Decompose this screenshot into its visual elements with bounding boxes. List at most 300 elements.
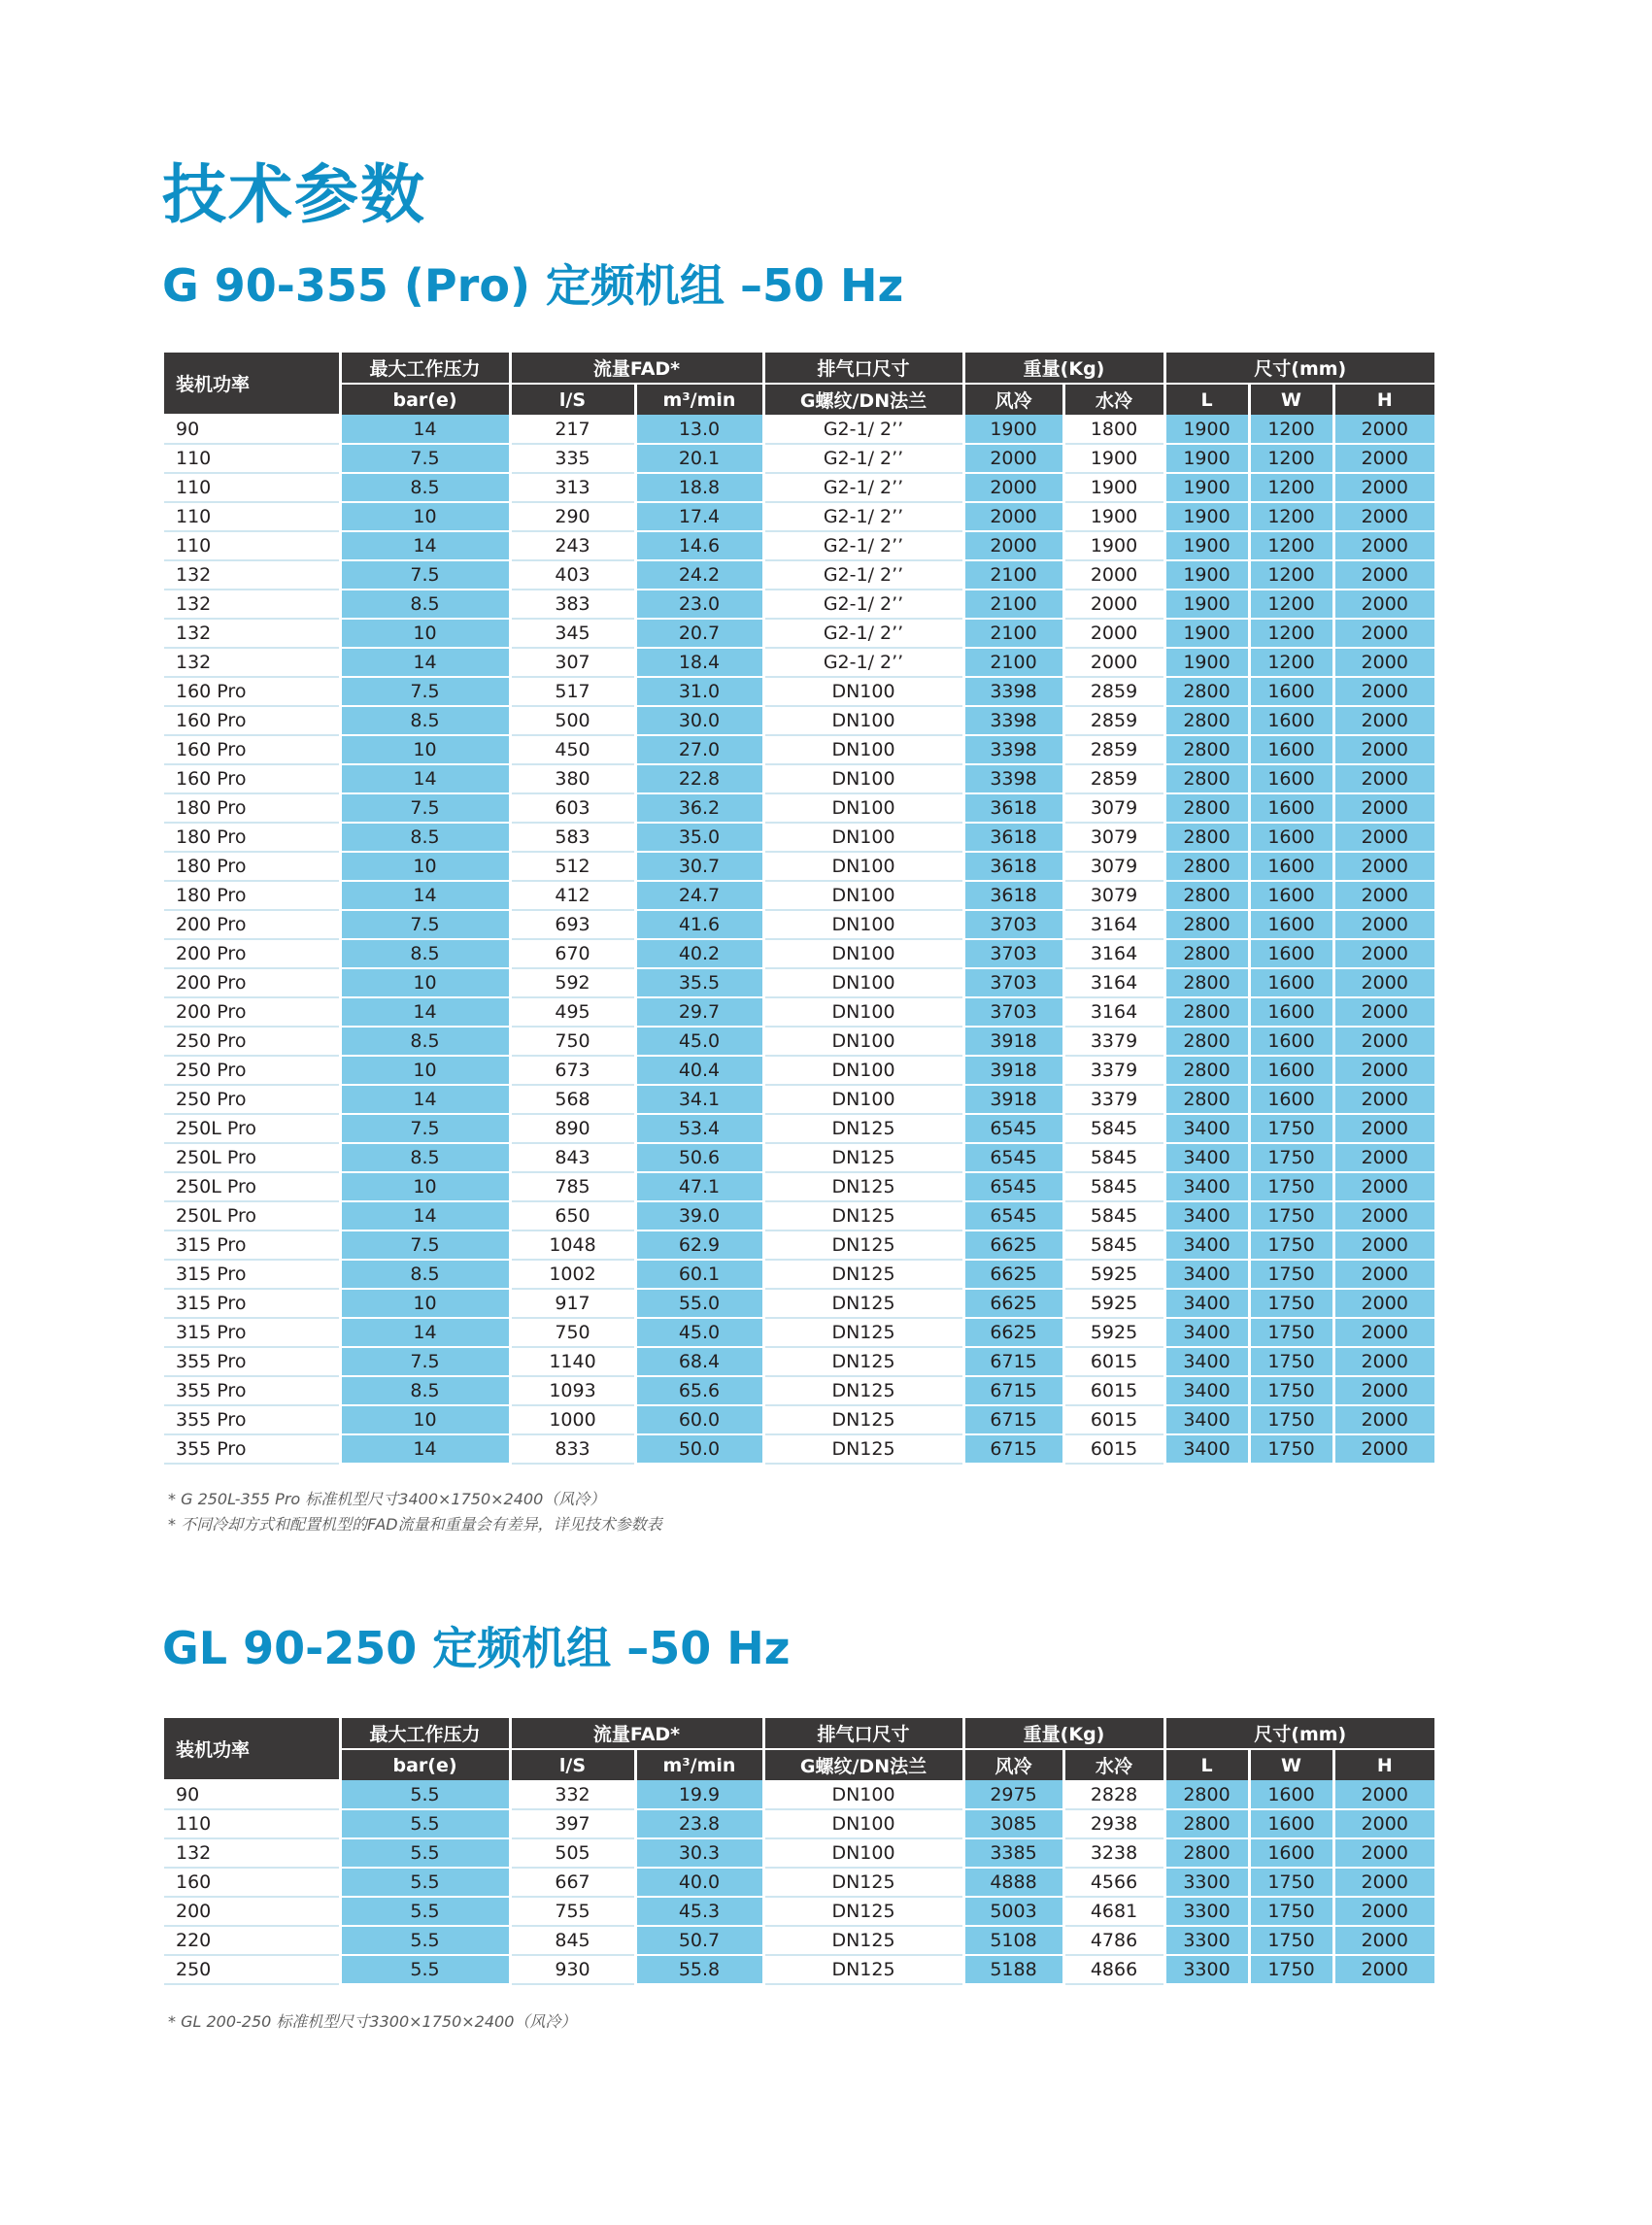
cell-flow-m3: 34.1: [635, 1085, 763, 1114]
cell-flow-m3: 62.9: [635, 1230, 763, 1260]
cell-dim-w: 1200: [1249, 560, 1333, 590]
cell-dim-w: 1200: [1249, 648, 1333, 677]
cell-dim-l: 2800: [1164, 706, 1249, 735]
cell-dim-l: 2800: [1164, 735, 1249, 764]
cell-dim-h: 2000: [1333, 1085, 1434, 1114]
table-row: [164, 415, 1434, 444]
cell-outlet: G2-1/ 2’’: [763, 619, 963, 648]
cell-pressure: 5.5: [340, 1955, 510, 1984]
cell-dim-w: 1750: [1249, 1868, 1333, 1897]
cell-dim-h: 2000: [1333, 823, 1434, 852]
cell-power: 180 Pro: [164, 852, 340, 881]
cell-dim-l: 2800: [1164, 997, 1249, 1027]
footnote: * 不同冷却方式和配置机型的FAD流量和重量会有差异，详见技术参数表: [168, 1515, 662, 1534]
cell-dim-w: 1750: [1249, 1260, 1333, 1289]
cell-dim-w: 1600: [1249, 939, 1333, 968]
table-row: [164, 1085, 1434, 1114]
cell-outlet: DN100: [763, 910, 963, 939]
cell-flow-ls: 1140: [510, 1347, 635, 1376]
cell-dim-w: 1750: [1249, 1376, 1333, 1405]
cell-weight-water: 3238: [1063, 1838, 1164, 1868]
cell-flow-ls: 403: [510, 560, 635, 590]
cell-dim-h: 2000: [1333, 1143, 1434, 1172]
header-outlet: 排气口尺寸: [763, 353, 963, 384]
cell-flow-m3: 20.1: [635, 444, 763, 473]
cell-dim-h: 2000: [1333, 1955, 1434, 1984]
cell-power: 160 Pro: [164, 677, 340, 706]
table-row: [164, 1347, 1434, 1376]
cell-dim-h: 2000: [1333, 706, 1434, 735]
cell-weight-air: 3918: [963, 1056, 1063, 1085]
cell-outlet: DN125: [763, 1376, 963, 1405]
table-row: [164, 1143, 1434, 1172]
cell-dim-w: 1600: [1249, 852, 1333, 881]
cell-power: 110: [164, 444, 340, 473]
cell-dim-l: 1900: [1164, 502, 1249, 531]
cell-pressure: 8.5: [340, 590, 510, 619]
cell-pressure: 7.5: [340, 677, 510, 706]
cell-outlet: DN125: [763, 1897, 963, 1926]
cell-dim-l: 3400: [1164, 1318, 1249, 1347]
cell-weight-air: 4888: [963, 1868, 1063, 1897]
cell-dim-l: 3400: [1164, 1347, 1249, 1376]
cell-power: 355 Pro: [164, 1405, 340, 1434]
cell-dim-h: 2000: [1333, 1434, 1434, 1464]
cell-pressure: 8.5: [340, 1260, 510, 1289]
cell-flow-ls: 335: [510, 444, 635, 473]
cell-dim-h: 2000: [1333, 1868, 1434, 1897]
cell-power: 355 Pro: [164, 1347, 340, 1376]
cell-flow-ls: 243: [510, 531, 635, 560]
cell-pressure: 14: [340, 1318, 510, 1347]
cell-dim-h: 2000: [1333, 1897, 1434, 1926]
cell-outlet: DN125: [763, 1260, 963, 1289]
cell-pressure: 7.5: [340, 793, 510, 823]
cell-weight-air: 6625: [963, 1289, 1063, 1318]
cell-outlet: DN125: [763, 1114, 963, 1143]
cell-dim-w: 1750: [1249, 1143, 1333, 1172]
cell-flow-ls: 845: [510, 1926, 635, 1955]
cell-power: 200 Pro: [164, 910, 340, 939]
cell-power: 160 Pro: [164, 764, 340, 793]
cell-pressure: 7.5: [340, 1230, 510, 1260]
cell-dim-w: 1600: [1249, 1838, 1333, 1868]
cell-weight-water: 1900: [1063, 502, 1164, 531]
cell-flow-ls: 670: [510, 939, 635, 968]
table-row: [164, 473, 1434, 502]
cell-power: 315 Pro: [164, 1318, 340, 1347]
cell-flow-m3: 14.6: [635, 531, 763, 560]
cell-pressure: 5.5: [340, 1838, 510, 1868]
cell-outlet: G2-1/ 2’’: [763, 590, 963, 619]
cell-dim-l: 3400: [1164, 1201, 1249, 1230]
cell-dim-l: 3300: [1164, 1868, 1249, 1897]
cell-outlet: DN100: [763, 1027, 963, 1056]
cell-weight-water: 1900: [1063, 444, 1164, 473]
cell-outlet: G2-1/ 2’’: [763, 560, 963, 590]
cell-flow-m3: 19.9: [635, 1780, 763, 1809]
cell-flow-ls: 495: [510, 997, 635, 1027]
cell-dim-l: 1900: [1164, 590, 1249, 619]
header-flow-ls: l/S: [510, 1749, 635, 1780]
cell-dim-w: 1600: [1249, 1809, 1333, 1838]
cell-weight-air: 6715: [963, 1405, 1063, 1434]
cell-flow-m3: 40.2: [635, 939, 763, 968]
cell-pressure: 10: [340, 502, 510, 531]
cell-dim-l: 1900: [1164, 619, 1249, 648]
cell-dim-l: 3400: [1164, 1230, 1249, 1260]
cell-weight-water: 6015: [1063, 1347, 1164, 1376]
cell-dim-l: 3400: [1164, 1260, 1249, 1289]
cell-dim-l: 3400: [1164, 1405, 1249, 1434]
table-row: [164, 1434, 1434, 1464]
cell-dim-l: 3400: [1164, 1172, 1249, 1201]
cell-flow-m3: 23.8: [635, 1809, 763, 1838]
cell-weight-water: 5845: [1063, 1230, 1164, 1260]
header-dim-w: W: [1249, 1749, 1333, 1780]
cell-flow-m3: 35.0: [635, 823, 763, 852]
cell-flow-m3: 36.2: [635, 793, 763, 823]
cell-flow-m3: 53.4: [635, 1114, 763, 1143]
cell-flow-m3: 30.7: [635, 852, 763, 881]
cell-pressure: 5.5: [340, 1868, 510, 1897]
footnote: * GL 200-250 标准机型尺寸3300×1750×2400（风冷）: [168, 2012, 577, 2031]
cell-weight-water: 4566: [1063, 1868, 1164, 1897]
cell-dim-w: 1600: [1249, 997, 1333, 1027]
cell-outlet: DN100: [763, 677, 963, 706]
header-pressure: 最大工作压力: [340, 353, 510, 384]
cell-pressure: 7.5: [340, 1114, 510, 1143]
cell-weight-air: 2000: [963, 531, 1063, 560]
cell-dim-w: 1600: [1249, 793, 1333, 823]
cell-dim-h: 2000: [1333, 648, 1434, 677]
cell-dim-w: 1200: [1249, 473, 1333, 502]
cell-pressure: 10: [340, 1405, 510, 1434]
cell-dim-w: 1600: [1249, 735, 1333, 764]
cell-power: 180 Pro: [164, 881, 340, 910]
cell-outlet: DN100: [763, 881, 963, 910]
table-body: [164, 415, 1434, 1464]
cell-outlet: DN100: [763, 764, 963, 793]
cell-weight-water: 5845: [1063, 1143, 1164, 1172]
table-row: [164, 1955, 1434, 1984]
cell-dim-l: 1900: [1164, 531, 1249, 560]
cell-outlet: DN125: [763, 1143, 963, 1172]
cell-pressure: 8.5: [340, 706, 510, 735]
cell-flow-ls: 1048: [510, 1230, 635, 1260]
cell-weight-water: 3079: [1063, 823, 1164, 852]
cell-weight-air: 3398: [963, 764, 1063, 793]
cell-dim-h: 2000: [1333, 1114, 1434, 1143]
cell-dim-w: 1750: [1249, 1955, 1333, 1984]
cell-outlet: DN125: [763, 1926, 963, 1955]
cell-dim-h: 2000: [1333, 1809, 1434, 1838]
cell-weight-air: 6545: [963, 1201, 1063, 1230]
cell-weight-water: 6015: [1063, 1376, 1164, 1405]
cell-dim-w: 1600: [1249, 968, 1333, 997]
cell-outlet: DN100: [763, 1780, 963, 1809]
cell-weight-air: 2975: [963, 1780, 1063, 1809]
cell-flow-m3: 55.8: [635, 1955, 763, 1984]
cell-weight-water: 4866: [1063, 1955, 1164, 1984]
table-row: [164, 1114, 1434, 1143]
header-pressure-unit: bar(e): [340, 1749, 510, 1780]
cell-weight-air: 5188: [963, 1955, 1063, 1984]
cell-flow-m3: 68.4: [635, 1347, 763, 1376]
cell-weight-air: 1900: [963, 415, 1063, 444]
cell-dim-l: 3400: [1164, 1114, 1249, 1143]
cell-dim-l: 2800: [1164, 910, 1249, 939]
cell-flow-ls: 603: [510, 793, 635, 823]
cell-dim-h: 2000: [1333, 619, 1434, 648]
cell-weight-air: 3703: [963, 997, 1063, 1027]
cell-outlet: DN100: [763, 823, 963, 852]
cell-dim-w: 1750: [1249, 1172, 1333, 1201]
cell-dim-h: 2000: [1333, 473, 1434, 502]
section-title-gl-series: GL 90-250 定频机组 –50 Hz: [162, 1622, 791, 1674]
cell-pressure: 10: [340, 1056, 510, 1085]
cell-dim-h: 2000: [1333, 881, 1434, 910]
cell-flow-m3: 24.2: [635, 560, 763, 590]
cell-dim-l: 2800: [1164, 1027, 1249, 1056]
cell-flow-ls: 307: [510, 648, 635, 677]
cell-outlet: G2-1/ 2’’: [763, 531, 963, 560]
cell-dim-l: 1900: [1164, 473, 1249, 502]
cell-dim-l: 2800: [1164, 1838, 1249, 1868]
table-row: [164, 677, 1434, 706]
table-row: [164, 1318, 1434, 1347]
cell-pressure: 8.5: [340, 823, 510, 852]
table-row: [164, 793, 1434, 823]
cell-flow-m3: 60.0: [635, 1405, 763, 1434]
cell-weight-water: 2859: [1063, 706, 1164, 735]
cell-dim-l: 1900: [1164, 444, 1249, 473]
cell-dim-l: 2800: [1164, 677, 1249, 706]
cell-flow-m3: 60.1: [635, 1260, 763, 1289]
cell-pressure: 14: [340, 881, 510, 910]
cell-dim-l: 3300: [1164, 1955, 1249, 1984]
cell-power: 250: [164, 1955, 340, 1984]
cell-weight-air: 3703: [963, 910, 1063, 939]
cell-dim-w: 1750: [1249, 1347, 1333, 1376]
table-row: [164, 1027, 1434, 1056]
cell-power: 132: [164, 590, 340, 619]
cell-outlet: DN100: [763, 1056, 963, 1085]
cell-flow-m3: 41.6: [635, 910, 763, 939]
cell-flow-ls: 667: [510, 1868, 635, 1897]
cell-flow-ls: 412: [510, 881, 635, 910]
cell-flow-ls: 512: [510, 852, 635, 881]
cell-weight-air: 3085: [963, 1809, 1063, 1838]
cell-outlet: DN100: [763, 1838, 963, 1868]
cell-dim-h: 2000: [1333, 590, 1434, 619]
cell-dim-l: 3300: [1164, 1926, 1249, 1955]
cell-flow-ls: 833: [510, 1434, 635, 1464]
table-row: [164, 619, 1434, 648]
cell-flow-ls: 755: [510, 1897, 635, 1926]
cell-weight-air: 3703: [963, 968, 1063, 997]
cell-flow-ls: 568: [510, 1085, 635, 1114]
cell-weight-water: 5925: [1063, 1289, 1164, 1318]
table-row: [164, 1289, 1434, 1318]
cell-weight-water: 3079: [1063, 793, 1164, 823]
cell-dim-h: 2000: [1333, 1926, 1434, 1955]
cell-dim-w: 1750: [1249, 1230, 1333, 1260]
cell-weight-water: 3164: [1063, 997, 1164, 1027]
table-row: [164, 1172, 1434, 1201]
cell-flow-m3: 65.6: [635, 1376, 763, 1405]
cell-outlet: G2-1/ 2’’: [763, 473, 963, 502]
cell-outlet: DN125: [763, 1172, 963, 1201]
cell-weight-water: 2828: [1063, 1780, 1164, 1809]
cell-dim-h: 2000: [1333, 1376, 1434, 1405]
cell-weight-water: 5845: [1063, 1201, 1164, 1230]
cell-dim-l: 2800: [1164, 1809, 1249, 1838]
cell-dim-h: 2000: [1333, 1289, 1434, 1318]
cell-outlet: G2-1/ 2’’: [763, 444, 963, 473]
cell-flow-ls: 383: [510, 590, 635, 619]
cell-power: 200 Pro: [164, 997, 340, 1027]
cell-weight-water: 6015: [1063, 1434, 1164, 1464]
table-row: [164, 823, 1434, 852]
cell-dim-w: 1200: [1249, 619, 1333, 648]
cell-dim-l: 3400: [1164, 1376, 1249, 1405]
cell-dim-h: 2000: [1333, 1318, 1434, 1347]
cell-weight-air: 3918: [963, 1027, 1063, 1056]
cell-outlet: DN100: [763, 852, 963, 881]
table-header: [164, 353, 1434, 415]
cell-weight-water: 3079: [1063, 881, 1164, 910]
header-dims: 尺寸(mm): [1164, 353, 1434, 384]
cell-dim-h: 2000: [1333, 1201, 1434, 1230]
cell-pressure: 8.5: [340, 1376, 510, 1405]
cell-weight-air: 3618: [963, 823, 1063, 852]
cell-pressure: 5.5: [340, 1780, 510, 1809]
cell-dim-l: 3400: [1164, 1289, 1249, 1318]
cell-weight-air: 3398: [963, 735, 1063, 764]
cell-dim-l: 2800: [1164, 939, 1249, 968]
cell-weight-water: 2859: [1063, 735, 1164, 764]
header-outlet: 排气口尺寸: [763, 1718, 963, 1749]
cell-flow-m3: 31.0: [635, 677, 763, 706]
cell-weight-water: 6015: [1063, 1405, 1164, 1434]
cell-flow-m3: 35.5: [635, 968, 763, 997]
cell-weight-water: 2000: [1063, 648, 1164, 677]
cell-weight-water: 5845: [1063, 1172, 1164, 1201]
cell-power: 160 Pro: [164, 735, 340, 764]
header-flow: 流量FAD*: [510, 1718, 763, 1749]
cell-flow-ls: 1002: [510, 1260, 635, 1289]
cell-weight-air: 3618: [963, 852, 1063, 881]
cell-dim-h: 2000: [1333, 910, 1434, 939]
cell-weight-air: 5003: [963, 1897, 1063, 1926]
cell-dim-h: 2000: [1333, 1056, 1434, 1085]
cell-power: 132: [164, 648, 340, 677]
table-row: [164, 444, 1434, 473]
cell-dim-h: 2000: [1333, 968, 1434, 997]
cell-flow-ls: 650: [510, 1201, 635, 1230]
cell-dim-h: 2000: [1333, 531, 1434, 560]
cell-weight-water: 4681: [1063, 1897, 1164, 1926]
table-row: [164, 1780, 1434, 1809]
cell-power: 110: [164, 473, 340, 502]
section-title-g-series: G 90-355 (Pro) 定频机组 –50 Hz: [162, 259, 904, 312]
cell-flow-ls: 332: [510, 1780, 635, 1809]
cell-weight-water: 3164: [1063, 910, 1164, 939]
header-dim-h: H: [1333, 1749, 1434, 1780]
cell-weight-air: 5108: [963, 1926, 1063, 1955]
cell-flow-m3: 22.8: [635, 764, 763, 793]
cell-dim-w: 1600: [1249, 823, 1333, 852]
header-dim-w: W: [1249, 384, 1333, 415]
cell-pressure: 8.5: [340, 473, 510, 502]
cell-dim-h: 2000: [1333, 1027, 1434, 1056]
cell-dim-w: 1750: [1249, 1318, 1333, 1347]
table-row: [164, 852, 1434, 881]
cell-outlet: DN100: [763, 706, 963, 735]
cell-weight-air: 3918: [963, 1085, 1063, 1114]
cell-weight-air: 6545: [963, 1114, 1063, 1143]
cell-power: 160: [164, 1868, 340, 1897]
cell-flow-m3: 23.0: [635, 590, 763, 619]
cell-pressure: 8.5: [340, 1143, 510, 1172]
table-row: [164, 1056, 1434, 1085]
cell-pressure: 10: [340, 1289, 510, 1318]
cell-dim-l: 2800: [1164, 968, 1249, 997]
cell-flow-ls: 843: [510, 1143, 635, 1172]
cell-flow-m3: 29.7: [635, 997, 763, 1027]
table-row: [164, 764, 1434, 793]
cell-pressure: 5.5: [340, 1926, 510, 1955]
cell-power: 315 Pro: [164, 1230, 340, 1260]
cell-weight-air: 6715: [963, 1347, 1063, 1376]
cell-weight-air: 2000: [963, 502, 1063, 531]
cell-weight-water: 3379: [1063, 1085, 1164, 1114]
cell-weight-water: 1900: [1063, 531, 1164, 560]
cell-dim-w: 1200: [1249, 444, 1333, 473]
cell-weight-water: 2859: [1063, 764, 1164, 793]
cell-power: 132: [164, 619, 340, 648]
table-row: [164, 997, 1434, 1027]
spec-table-gl-series: [164, 1718, 1434, 1985]
cell-dim-w: 1600: [1249, 910, 1333, 939]
header-flow-m3: m³/min: [635, 384, 763, 415]
table-row: [164, 1926, 1434, 1955]
cell-weight-water: 5845: [1063, 1114, 1164, 1143]
cell-power: 355 Pro: [164, 1434, 340, 1464]
cell-dim-w: 1600: [1249, 881, 1333, 910]
cell-power: 250 Pro: [164, 1056, 340, 1085]
table-header: [164, 1718, 1434, 1780]
header-weight: 重量(Kg): [963, 353, 1164, 384]
cell-dim-h: 2000: [1333, 1838, 1434, 1868]
table-body: [164, 1780, 1434, 1984]
cell-outlet: DN125: [763, 1289, 963, 1318]
cell-power: 110: [164, 531, 340, 560]
header-dim-l: L: [1164, 384, 1249, 415]
table-row: [164, 590, 1434, 619]
header-power: 装机功率: [164, 1718, 340, 1780]
cell-pressure: 10: [340, 852, 510, 881]
cell-dim-h: 2000: [1333, 1230, 1434, 1260]
cell-flow-m3: 13.0: [635, 415, 763, 444]
header-flow-m3: m³/min: [635, 1749, 763, 1780]
cell-flow-ls: 673: [510, 1056, 635, 1085]
cell-pressure: 10: [340, 619, 510, 648]
cell-dim-h: 2000: [1333, 1260, 1434, 1289]
cell-flow-ls: 450: [510, 735, 635, 764]
cell-power: 180 Pro: [164, 823, 340, 852]
